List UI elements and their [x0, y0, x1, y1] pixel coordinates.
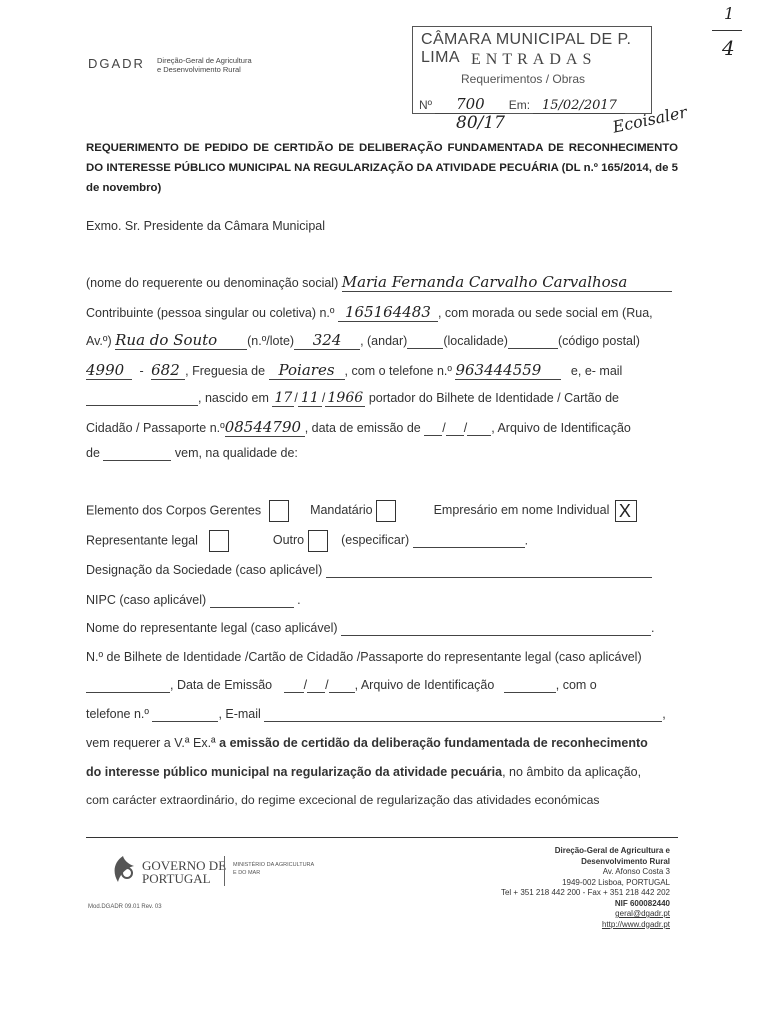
- emissao-d: [424, 421, 442, 436]
- nipc-label: NIPC (caso aplicável): [86, 593, 207, 607]
- addr-line3: Av. Afonso Costa 3: [602, 867, 670, 876]
- request-line-3: [86, 793, 600, 807]
- option-representante-checkbox[interactable]: [209, 530, 229, 552]
- name-row: [86, 273, 672, 292]
- birth-row: , nascido em 17 / 11 / 1966 portador do Bilhete de Identidade / Cartão de: [86, 390, 619, 407]
- salutation: Exmo. Sr. Presidente da Câmara Municipal: [86, 219, 325, 233]
- designacao-blank: [326, 563, 652, 578]
- request-part1: vem requerer a V.ª Ex.ª: [86, 736, 216, 750]
- lote-label: (n.º/lote): [247, 334, 295, 348]
- stamp-num-label: Nº: [419, 98, 433, 112]
- footer-email-link[interactable]: geral@dgadr.pt: [615, 909, 670, 918]
- lote-value: 324: [294, 331, 360, 350]
- request-bold2: do interesse público municipal na regularização da atividade pecuária: [86, 765, 503, 779]
- option-empresario-label: Empresário em nome Individual: [433, 503, 610, 518]
- codigo-label: (código postal): [557, 334, 640, 348]
- tel-value: 963444559: [455, 361, 561, 380]
- emissao-m: [446, 421, 464, 436]
- stamp-line3: Requerimentos / Obras: [461, 72, 586, 86]
- request-line3: com carácter extraordinário, do regime excecional de regularização das atividades económicas: [86, 793, 600, 807]
- option-mandatario-label: Mandatário: [310, 503, 373, 518]
- document-title: REQUERIMENTO DE PEDIDO DE CERTIDÃO DE DELIBERAÇÃO FUNDAMENTADA DE RECONHECIMENTO DO INTERESSE PÚBLICO MUNICIPAL NA REGULARIZAÇÃO DA ATIVIDADE PECUÁRIA (DL n.º 165/2014, de 5 de novembro): [86, 142, 678, 194]
- cc-value: 08544790: [225, 418, 305, 437]
- option-corpos-label: Elemento dos Corpos Gerentes: [86, 503, 262, 518]
- emissao-label: , data de emissão de: [304, 421, 421, 435]
- org-line1: Direção-Geral de Agricultura: [157, 56, 252, 65]
- address-row: [86, 331, 640, 350]
- option-especificar-label: (especificar): [341, 533, 410, 548]
- form-model-code: Mod.DGADR 09.01 Rev. 03: [88, 904, 162, 910]
- rep-email-blank: [264, 707, 662, 722]
- ministry-name: [233, 861, 314, 877]
- governo-emblem-icon: [110, 854, 136, 884]
- dob-year: 1966: [325, 390, 365, 407]
- de-blank: [103, 446, 171, 461]
- footer-address: [410, 846, 670, 930]
- morada-label: , com morada ou sede social em (Rua,: [437, 306, 653, 320]
- emissao-y: [467, 421, 491, 436]
- cp-sep: -: [139, 364, 144, 378]
- option-outro-label: Outro: [272, 533, 305, 548]
- localidade-label: (localidade): [443, 334, 508, 348]
- option-outro-checkbox[interactable]: [308, 530, 328, 552]
- footer-website-link[interactable]: http://www.dgadr.pt: [601, 919, 670, 929]
- stamp-number-row: [419, 95, 625, 114]
- av-label: Av.º): [86, 334, 112, 348]
- rep-contact-row: telefone n.º , E-mail ,: [86, 707, 666, 721]
- dob-day: 17: [272, 390, 294, 407]
- de-label: de: [86, 446, 100, 460]
- stamp-em-value: 15/02/2017: [533, 98, 625, 114]
- rep-emissao-y: [329, 678, 355, 693]
- request-line-1: [86, 736, 648, 750]
- data-emissao-label: , Data de Emissão: [170, 678, 273, 692]
- nome-rep-label: Nome do representante legal (caso aplicável): [86, 621, 338, 635]
- rep-telefone-blank: [152, 707, 218, 722]
- options-row-1: [86, 500, 637, 522]
- option-mandatario-checkbox[interactable]: [376, 500, 396, 522]
- footer-logo-divider: [224, 856, 225, 886]
- rep-arquivo-blank: [504, 678, 556, 693]
- org-line2: e Desenvolvimento Rural: [157, 65, 241, 74]
- option-corpos-checkbox[interactable]: [269, 500, 289, 522]
- freguesia-value: Poiares: [269, 361, 345, 380]
- request-bold1: a emissão de certidão da deliberação fundamentada de reconhecimento: [219, 736, 648, 750]
- nascido-label: , nascido em: [198, 391, 269, 405]
- nome-rep-row: Nome do representante legal (caso aplicável) .: [86, 621, 655, 635]
- nif-row: [86, 303, 653, 322]
- com-o-label: , com o: [555, 678, 597, 692]
- cc-row: Cidadão / Passaporte n.º08544790 , data de emissão de / / , Arquivo de Identificação: [86, 418, 631, 436]
- nipc-blank: [210, 593, 294, 608]
- dob-month: 11: [298, 390, 322, 407]
- rep-details-row: , Data de Emissão / / , Arquivo de Identificação , com o: [86, 678, 597, 693]
- tel-label: , com o telefone n.º: [344, 364, 452, 378]
- cc-label: Cidadão / Passaporte n.º: [86, 421, 225, 435]
- request-line-2: [86, 765, 641, 779]
- nif-value: 165164483: [338, 303, 438, 322]
- nipc-row: NIPC (caso aplicável) .: [86, 593, 301, 607]
- option-representante-label: Representante legal: [86, 533, 198, 548]
- bi-rep-label: N.º de Bilhete de Identidade /Cartão de Cidadão /Passaporte do representante legal (caso aplicável): [86, 650, 642, 664]
- street-value: Rua do Souto: [115, 331, 247, 350]
- name-label: (nome do requerente ou denominação social): [86, 276, 339, 290]
- stamp-extra-number: 80/17: [456, 113, 505, 133]
- freguesia-label: , Freguesia de: [185, 364, 266, 378]
- empresario-check-mark: X: [618, 501, 631, 521]
- cp2-value: 682: [151, 361, 185, 380]
- options-row-2: Representante legal Outro (especificar) .: [86, 530, 528, 552]
- designacao-label: Designação da Sociedade (caso aplicável): [86, 563, 323, 577]
- governo-line2: PORTUGAL: [142, 871, 211, 886]
- stamp-line2: ENTRADAS: [471, 51, 597, 68]
- addr-line1: Direção-Geral de Agricultura e: [554, 846, 670, 855]
- footer-divider: [86, 837, 678, 838]
- option-empresario-checkbox[interactable]: [615, 500, 637, 522]
- stamp-line1: CÂMARA MUNICIPAL DE P. LIMA: [421, 31, 632, 66]
- ministry-line2: E DO MAR: [233, 870, 261, 876]
- portador-label: portador do Bilhete de Identidade / Cartão de: [368, 391, 619, 405]
- request-part2: , no âmbito da aplicação,: [502, 765, 642, 779]
- governo-line1: GOVERNO DE: [142, 858, 227, 873]
- designacao-row: [86, 563, 652, 578]
- qualidade-label: vem, na qualidade de:: [174, 446, 298, 460]
- stamp-em-label: Em:: [508, 98, 531, 112]
- top-mark-2: 4: [722, 36, 735, 60]
- especificar-blank: [413, 533, 525, 548]
- localidade-blank: [508, 334, 558, 349]
- postal-row: [86, 361, 622, 380]
- qualidade-row: [86, 446, 298, 461]
- name-value: Maria Fernanda Carvalho Carvalhosa: [342, 273, 672, 292]
- nome-rep-blank: [341, 621, 651, 636]
- rep-emissao-d: [284, 678, 304, 693]
- entry-stamp: [412, 26, 652, 114]
- bi-rep-blank: [86, 678, 170, 693]
- nif-label: Contribuinte (pessoa singular ou coletiva) n.º: [86, 306, 335, 320]
- bi-rep-row: [86, 650, 642, 664]
- addr-line4: 1949-002 Lisboa, PORTUGAL: [562, 877, 670, 887]
- cp1-value: 4990: [86, 361, 132, 380]
- email-label: e, e- mail: [570, 364, 623, 378]
- stamp-extra-signature: Ecoisaler: [610, 102, 689, 137]
- stamp-num-value: 700: [435, 95, 505, 114]
- logo-text: DGADR: [88, 56, 145, 71]
- dgadr-logo: [88, 56, 145, 71]
- top-mark-divider: [712, 30, 742, 31]
- ministry-line1: MINISTÉRIO DA AGRICULTURA: [233, 862, 315, 868]
- top-mark-1: 1: [724, 4, 735, 23]
- addr-line6: NIF 600082440: [614, 898, 670, 908]
- andar-label: , (andar): [360, 334, 408, 348]
- rep-email-label: , E-mail: [218, 707, 261, 721]
- addr-line5: Tel + 351 218 442 200 - Fax + 351 218 442 202: [500, 888, 670, 897]
- addr-line2: Desenvolvimento Rural: [581, 856, 670, 866]
- email-blank: [86, 391, 198, 406]
- org-name: [157, 56, 252, 74]
- rep-arquivo-label: , Arquivo de Identificação: [354, 678, 495, 692]
- andar-blank: [407, 334, 443, 349]
- rep-telefone-label: telefone n.º: [86, 707, 149, 721]
- rep-emissao-m: [307, 678, 325, 693]
- arquivo-label: , Arquivo de Identificação: [491, 421, 631, 435]
